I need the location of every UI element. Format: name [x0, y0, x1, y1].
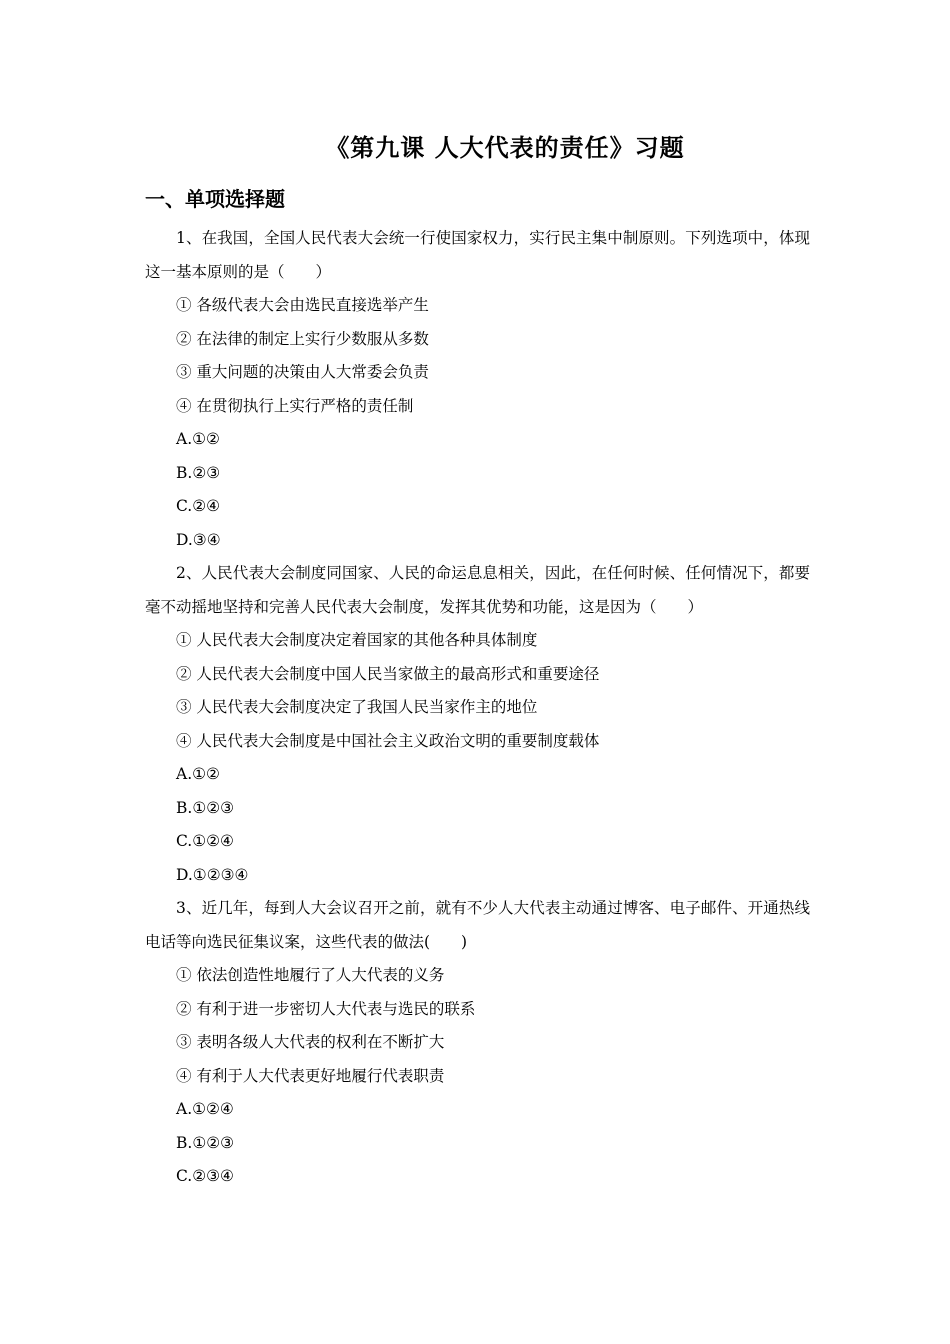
statement-item: ① 人民代表大会制度决定着国家的其他各种具体制度: [176, 631, 538, 649]
question-stem: 3、近几年，每到人大会议召开之前，就有不少人大代表主动通过博客、电子邮件、开通热线电话等向选民征集议案，这些代表的做法( ): [145, 899, 810, 951]
answer-option: C.②③④: [176, 1167, 234, 1185]
section-heading: 一、单项选择题: [145, 187, 285, 211]
statement-item: ③ 人民代表大会制度决定了我国人民当家作主的地位: [176, 698, 538, 716]
answer-option: D.③④: [176, 530, 221, 549]
answer-option: C.②④: [176, 497, 221, 515]
answer-option: B.②③: [176, 463, 221, 482]
statement-item: ④ 有利于人大代表更好地履行代表职责: [176, 1066, 445, 1085]
answer-option: B.①②③: [176, 798, 235, 817]
statement-item: ① 依法创造性地履行了人大代表的义务: [176, 966, 445, 984]
statement-item: ① 各级代表大会由选民直接选举产生: [176, 296, 429, 314]
answer-option: A.①②: [176, 430, 220, 448]
question-list: [145, 222, 810, 1194]
statement-item: ② 在法律的制定上实行少数服从多数: [176, 329, 429, 348]
document-title: 《第九课 人大代表的责任》习题: [325, 134, 685, 162]
question-1: [145, 222, 810, 557]
answer-option: A.①②④: [176, 1100, 234, 1118]
statement-item: ③ 重大问题的决策由人大常委会负责: [176, 363, 429, 381]
question-stem: 1、在我国，全国人民代表大会统一行使国家权力，实行民主集中制原则。下列选项中，体现这一基本原则的是（ ）: [145, 229, 810, 281]
statement-item: ③ 表明各级人大代表的权利在不断扩大: [176, 1033, 445, 1051]
question-2: [145, 557, 810, 892]
question-stem: 2、人民代表大会制度同国家、人民的命运息息相关，因此，在任何时候、任何情况下，都要毫不动摇地坚持和完善人民代表大会制度，发挥其优势和功能，这是因为（ ）: [145, 564, 810, 616]
statement-item: ② 有利于进一步密切人大代表与选民的联系: [176, 999, 476, 1018]
statement-item: ④ 人民代表大会制度是中国社会主义政治文明的重要制度载体: [176, 731, 600, 750]
statement-item: ④ 在贯彻执行上实行严格的责任制: [176, 396, 414, 415]
answer-option: B.①②③: [176, 1133, 235, 1152]
statement-item: ② 人民代表大会制度中国人民当家做主的最高形式和重要途径: [176, 664, 600, 683]
question-3: [145, 892, 810, 1194]
answer-option: A.①②: [176, 765, 220, 783]
answer-option: D.①②③④: [176, 865, 249, 884]
answer-option: C.①②④: [176, 832, 234, 850]
